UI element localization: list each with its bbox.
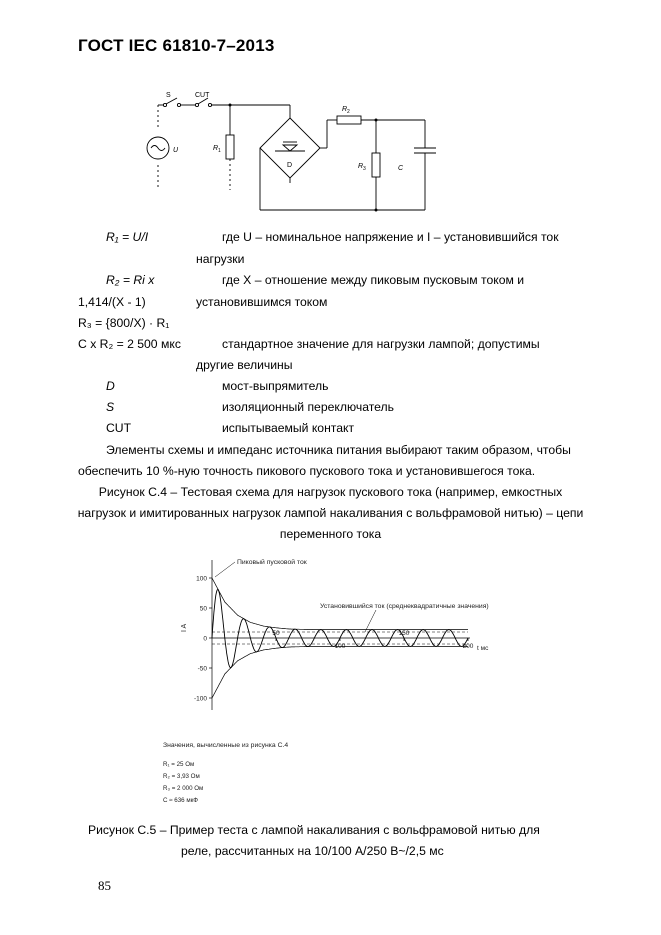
u-label: U bbox=[173, 147, 179, 154]
r1-label: R bbox=[213, 145, 219, 152]
def-term-r2: R₂ = Ri x bbox=[106, 273, 155, 287]
capacitor-label: C bbox=[398, 165, 404, 172]
paragraph-line-1: Элементы схемы и импеданс источника питания выбирают таким образом, чтобы bbox=[106, 443, 571, 457]
def-term-r1: R₁ = U/I bbox=[106, 230, 149, 244]
figure-c4-caption-3: переменного тока bbox=[279, 527, 382, 541]
def-term-c: C x R₂ = 2 500 мкс bbox=[78, 337, 181, 351]
y-axis-label: I A bbox=[181, 623, 188, 632]
def-desc-r2-cont: установившимся током bbox=[196, 295, 328, 309]
def-desc-s: изоляционный переключатель bbox=[222, 400, 394, 414]
computed-r2: R₂ = 3,93 Ом bbox=[163, 773, 200, 780]
peak-annotation-leader bbox=[215, 562, 235, 577]
x-tick-label: 200 bbox=[462, 643, 474, 650]
r2-sub: 2 bbox=[347, 109, 350, 115]
steady-current-annotation: Установившийся ток (среднеквадратичные значения) bbox=[320, 603, 489, 610]
computed-c: C ≈ 636 мкФ bbox=[163, 797, 199, 804]
def-desc-d: мост-выпрямитель bbox=[222, 379, 329, 393]
def-desc-cut: испытываемый контакт bbox=[222, 421, 355, 435]
y-tick-label: -50 bbox=[197, 665, 207, 673]
def-term-cut: CUT bbox=[106, 421, 132, 435]
x-tick-label: 100 bbox=[334, 643, 346, 650]
y-tick-label: -100 bbox=[193, 695, 207, 703]
x-tick-label: 150 bbox=[398, 630, 410, 637]
paragraph-line-2: обеспечить 10 %-ную точность пикового пускового тока и установившегося тока. bbox=[78, 464, 536, 478]
page-number: 85 bbox=[98, 878, 111, 893]
def-term-r3: R₃ = {800/X) · R₁ bbox=[78, 316, 170, 330]
def-desc-c-cont: другие величины bbox=[196, 358, 293, 372]
y-tick-label: 100 bbox=[196, 575, 207, 583]
r3-sub: 3 bbox=[363, 166, 366, 172]
computed-r1: R₁ = 25 Ом bbox=[163, 761, 195, 768]
def-desc-c: стандартное значение для нагрузки лампой; допустимы bbox=[222, 337, 540, 351]
def-desc-r2: где X – отношение между пиковым пусковым током и bbox=[222, 273, 525, 287]
def-term-r2-cont: 1,414/(X - 1) bbox=[78, 295, 146, 309]
def-term-s: S bbox=[106, 400, 115, 414]
r2-label: R bbox=[342, 106, 348, 113]
figure-c4-caption-1: Рисунок С.4 – Тестовая схема для нагрузок пускового тока (например, емкостных bbox=[98, 485, 563, 499]
rms-annotation-leader bbox=[365, 610, 376, 632]
page-header: ГОСТ IEC 61810-7–2013 bbox=[78, 36, 275, 55]
diode-label: D bbox=[287, 162, 293, 169]
r1-sub: 1 bbox=[218, 148, 221, 154]
figure-c4-caption-2: нагрузок и имитированных нагрузок лампой накаливания с вольфрамовой нитью) – цепи bbox=[77, 506, 584, 520]
cut-label: CUT bbox=[195, 92, 210, 99]
switch-label: S bbox=[166, 92, 171, 99]
y-tick-label: 0 bbox=[203, 635, 207, 643]
x-tick-label: 50 bbox=[272, 630, 280, 637]
current-waveform-line bbox=[212, 589, 468, 667]
def-desc-r1-cont: нагрузки bbox=[196, 252, 245, 266]
envelope-lower-line bbox=[212, 646, 468, 698]
figure-c5-caption-2: реле, рассчитанных на 10/100 A/250 B~/2,5 мс bbox=[181, 844, 444, 858]
r3-label: R bbox=[358, 163, 364, 170]
peak-current-annotation: Пиковый пусковой ток bbox=[237, 559, 307, 566]
def-term-d: D bbox=[106, 379, 115, 393]
inrush-current-chart bbox=[150, 550, 550, 745]
figure-c5-caption-1: Рисунок С.5 – Пример теста с лампой накаливания с вольфрамовой нитью для bbox=[88, 823, 540, 837]
circuit-diagram bbox=[130, 85, 450, 215]
x-axis-label: t мс bbox=[477, 645, 489, 652]
def-desc-r1: где U – номинальное напряжение и I – установившийся ток bbox=[222, 230, 559, 244]
computed-r3: R₃ = 2 000 Ом bbox=[163, 785, 204, 792]
y-tick-label: 50 bbox=[199, 605, 207, 613]
computed-values-title: Значения, вычисленные из рисунка С.4 bbox=[163, 742, 289, 749]
